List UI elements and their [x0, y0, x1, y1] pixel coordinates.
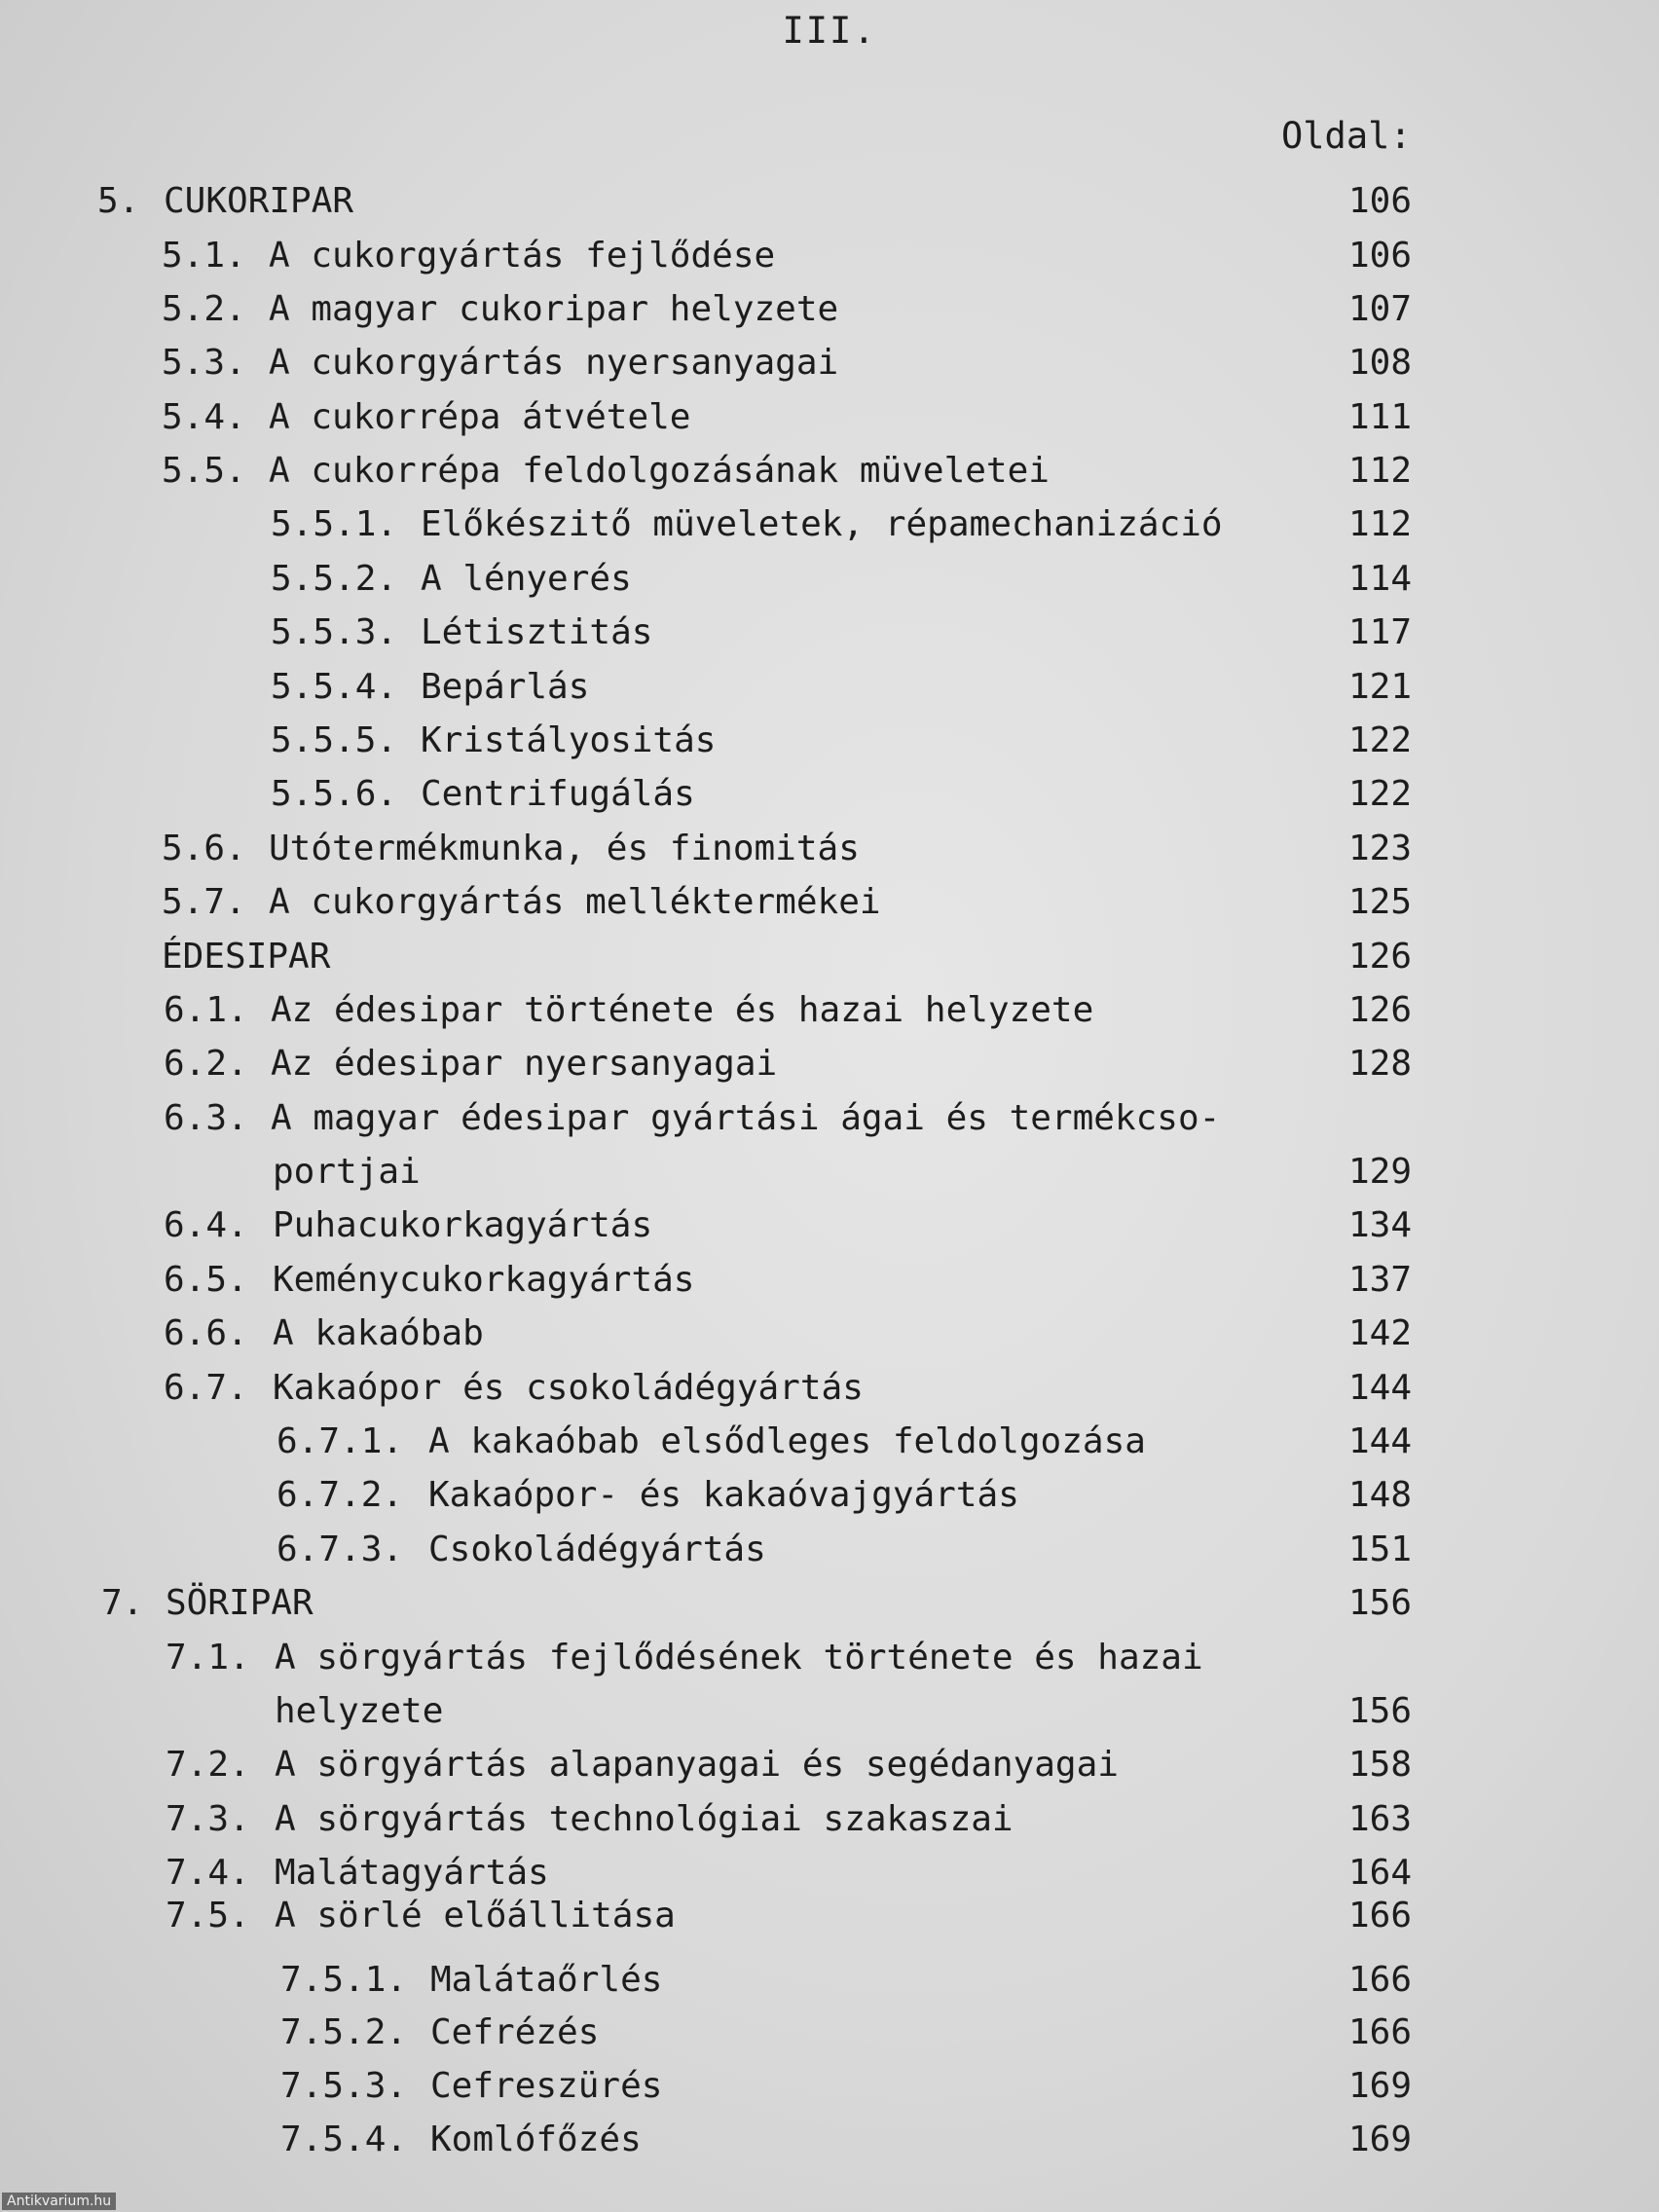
toc-entry-number: 6.7.2.: [276, 1475, 404, 1515]
toc-entry-title: Kristályositás: [421, 720, 717, 760]
toc-entry-number: 6.4.: [164, 1205, 248, 1245]
toc-entry-title: Komlófőzés: [430, 2120, 642, 2159]
toc-entry-page: 122: [1347, 774, 1412, 814]
toc-entry: [0, 1146, 1659, 1198]
toc-entry-page: 151: [1347, 1530, 1412, 1569]
toc-entry: [0, 1199, 1659, 1252]
toc-entry: [0, 1092, 1659, 1145]
toc-entry-title: Előkészitő müveletek, répamechanizáció: [421, 504, 1223, 544]
toc-entry-number: 5.: [97, 181, 140, 221]
toc-entry-title: A kakaóbab elsődleges feldolgozása: [428, 1421, 1146, 1461]
toc-entry-number: 7.2.: [166, 1745, 250, 1785]
toc-entry-title: A sörlé előállitása: [275, 1896, 676, 1936]
toc-entry-page: 126: [1347, 937, 1412, 977]
toc-entry-page: 114: [1347, 559, 1412, 599]
toc-entry-number: 6.1.: [164, 990, 248, 1030]
toc-entry-page: 107: [1347, 289, 1412, 329]
toc-entry-number: 5.7.: [162, 882, 246, 922]
toc-entry-number: 6.6.: [164, 1313, 248, 1353]
toc-entry: [0, 391, 1659, 444]
toc-entry-page: 166: [1347, 1960, 1412, 2000]
toc-entry-title: Puhacukorkagyártás: [273, 1205, 653, 1245]
toc-entry: [0, 175, 1659, 228]
toc-entry: [0, 984, 1659, 1037]
toc-entry: [0, 1308, 1659, 1360]
toc-entry-number: 6.2.: [164, 1044, 248, 1084]
toc-entry: [0, 1416, 1659, 1468]
toc-entry-number: 7.5.2.: [280, 2012, 408, 2052]
toc-entry: [0, 1469, 1659, 1522]
toc-entry: [0, 1890, 1659, 1942]
toc-entry-page: 134: [1347, 1205, 1412, 1245]
toc-entry-number: 7.1.: [166, 1638, 250, 1677]
toc-entry-title: A sörgyártás alapanyagai és segédanyagai: [275, 1745, 1119, 1785]
toc-entry: [0, 768, 1659, 821]
toc-entry-page: 111: [1347, 397, 1412, 437]
toc-entry: [0, 1632, 1659, 1684]
toc-entry-page: 106: [1347, 181, 1412, 221]
toc-entry-title: Cefrézés: [430, 2012, 600, 2052]
toc-entry-title: SÖRIPAR: [166, 1583, 313, 1623]
toc-entry: [0, 445, 1659, 498]
toc-entry: [0, 1739, 1659, 1791]
toc-entry-title: Csokoládégyártás: [428, 1530, 766, 1569]
toc-entry-page: 163: [1347, 1799, 1412, 1839]
toc-entry-number: 7.: [101, 1583, 144, 1623]
toc-entry-title: A sörgyártás technológiai szakaszai: [275, 1799, 1014, 1839]
toc-entry-page: 122: [1347, 720, 1412, 760]
toc-entry-page: 156: [1347, 1583, 1412, 1623]
toc-entry-number: 5.4.: [162, 397, 246, 437]
toc-entry-number: 6.7.: [164, 1368, 248, 1408]
toc-entry-number: 5.2.: [162, 289, 246, 329]
toc-entry-page: 108: [1347, 343, 1412, 383]
toc-entry-title: A cukorgyártás nyersanyagai: [269, 343, 839, 383]
page-column-label: Oldal:: [1281, 115, 1412, 157]
toc-entry-title: Az édesipar nyersanyagai: [271, 1044, 778, 1084]
toc-entry-number: 7.4.: [166, 1853, 250, 1893]
toc-entry-page: 166: [1347, 1896, 1412, 1936]
toc-entry-page: 128: [1347, 1044, 1412, 1084]
toc-entry-title: A magyar cukoripar helyzete: [269, 289, 839, 329]
toc-entry-title: Malátaőrlés: [430, 1960, 663, 2000]
toc-entry-number: 7.3.: [166, 1799, 250, 1839]
toc-entry-page: 137: [1347, 1260, 1412, 1300]
toc-entry: [0, 1577, 1659, 1630]
toc-entry-title: Kakaópor- és kakaóvajgyártás: [428, 1475, 1019, 1515]
toc-entry-page: 123: [1347, 829, 1412, 868]
toc-entry-page: 125: [1347, 882, 1412, 922]
toc-entry-title: Bepárlás: [421, 667, 590, 707]
toc-entry-title: A magyar édesipar gyártási ágai és termékcso-: [271, 1098, 1221, 1138]
toc-entry: [0, 1524, 1659, 1576]
toc-entry-number: 7.5.3.: [280, 2066, 408, 2106]
toc-entry-number: 5.5.6.: [271, 774, 398, 814]
toc-entry-page: 129: [1347, 1152, 1412, 1192]
toc-entry-title: A cukorgyártás melléktermékei: [269, 882, 881, 922]
toc-entry-title: A cukorgyártás fejlődése: [269, 236, 776, 276]
toc-entry-number: 6.5.: [164, 1260, 248, 1300]
toc-entry: [0, 1362, 1659, 1415]
toc-entry-page: 166: [1347, 2012, 1412, 2052]
toc-entry-page: 169: [1347, 2120, 1412, 2159]
toc-entry-number: 5.5.: [162, 451, 246, 491]
toc-entry-title: ÉDESIPAR: [162, 937, 331, 977]
toc-entry: [0, 1685, 1659, 1738]
toc-entry: [0, 283, 1659, 336]
toc-entry-title: Malátagyártás: [275, 1853, 549, 1893]
toc-entry-page: 106: [1347, 236, 1412, 276]
toc-entry-title: Utótermékmunka, és finomitás: [269, 829, 860, 868]
toc-entry-number: 5.5.1.: [271, 504, 398, 544]
toc-entry-title: Centrifugálás: [421, 774, 695, 814]
toc-entry: [0, 931, 1659, 983]
toc-entry-number: 5.6.: [162, 829, 246, 868]
toc-entry-page: 156: [1347, 1691, 1412, 1731]
toc-entry-page: 117: [1347, 612, 1412, 652]
toc-entry: [0, 1038, 1659, 1090]
toc-entry-page: 148: [1347, 1475, 1412, 1515]
toc-entry-title: Létisztitás: [421, 612, 653, 652]
toc-entry-number: 5.1.: [162, 236, 246, 276]
toc-entry-number: 7.5.4.: [280, 2120, 408, 2159]
page-number: III.: [782, 10, 877, 52]
toc-entry: [0, 498, 1659, 551]
toc-entry-title: Keménycukorkagyártás: [273, 1260, 695, 1300]
toc-entry-title: A kakaóbab: [273, 1313, 484, 1353]
toc-entry: [0, 2114, 1659, 2166]
toc-entry-page: 121: [1347, 667, 1412, 707]
toc-entry-page: 169: [1347, 2066, 1412, 2106]
toc-entry-title: helyzete: [275, 1691, 444, 1731]
toc-entry-title: Kakaópor és csokoládégyártás: [273, 1368, 864, 1408]
toc-entry-title: A cukorrépa átvétele: [269, 397, 691, 437]
toc-entry-number: 5.5.3.: [271, 612, 398, 652]
toc-entry-title: A sörgyártás fejlődésének története és hazai: [275, 1638, 1203, 1677]
toc-entry-number: 5.5.2.: [271, 559, 398, 599]
toc-entry-page: 142: [1347, 1313, 1412, 1353]
toc-entry-page: 158: [1347, 1745, 1412, 1785]
watermark: Antikvarium.hu: [2, 2193, 116, 2210]
toc-entry: [0, 715, 1659, 767]
toc-entry: [0, 1954, 1659, 2007]
toc-entry: [0, 230, 1659, 282]
toc-entry-title: A cukorrépa feldolgozásának müveletei: [269, 451, 1050, 491]
toc-entry-number: 5.5.5.: [271, 720, 398, 760]
toc-entry-page: 126: [1347, 990, 1412, 1030]
toc-entry-title: Cefreszürés: [430, 2066, 663, 2106]
toc-entry-number: 6.7.3.: [276, 1530, 404, 1569]
toc-entry-number: 6.7.1.: [276, 1421, 404, 1461]
toc-entry-page: 164: [1347, 1853, 1412, 1893]
toc-entry: [0, 1254, 1659, 1307]
toc-entry-page: 144: [1347, 1421, 1412, 1461]
toc-entry: [0, 876, 1659, 929]
toc-entry-page: 112: [1347, 504, 1412, 544]
toc-entry-title: CUKORIPAR: [164, 181, 354, 221]
toc-entry-number: 5.5.4.: [271, 667, 398, 707]
toc-entry: [0, 337, 1659, 389]
toc-entry-number: 5.3.: [162, 343, 246, 383]
toc-entry: [0, 2060, 1659, 2113]
toc-entry: [0, 1793, 1659, 1846]
toc-entry: [0, 661, 1659, 714]
toc-entry: [0, 607, 1659, 659]
toc-entry-title: portjai: [273, 1152, 421, 1192]
toc-entry-page: 144: [1347, 1368, 1412, 1408]
toc-entry-number: 6.3.: [164, 1098, 248, 1138]
toc-entry-title: Az édesipar története és hazai helyzete: [271, 990, 1094, 1030]
toc-entry-number: 7.5.1.: [280, 1960, 408, 2000]
toc-entry: [0, 823, 1659, 875]
toc-entry-page: 112: [1347, 451, 1412, 491]
toc-entry-number: 7.5.: [166, 1896, 250, 1936]
toc-entry: [0, 553, 1659, 606]
toc-entry-title: A lényerés: [421, 559, 632, 599]
toc-entry: [0, 2007, 1659, 2059]
